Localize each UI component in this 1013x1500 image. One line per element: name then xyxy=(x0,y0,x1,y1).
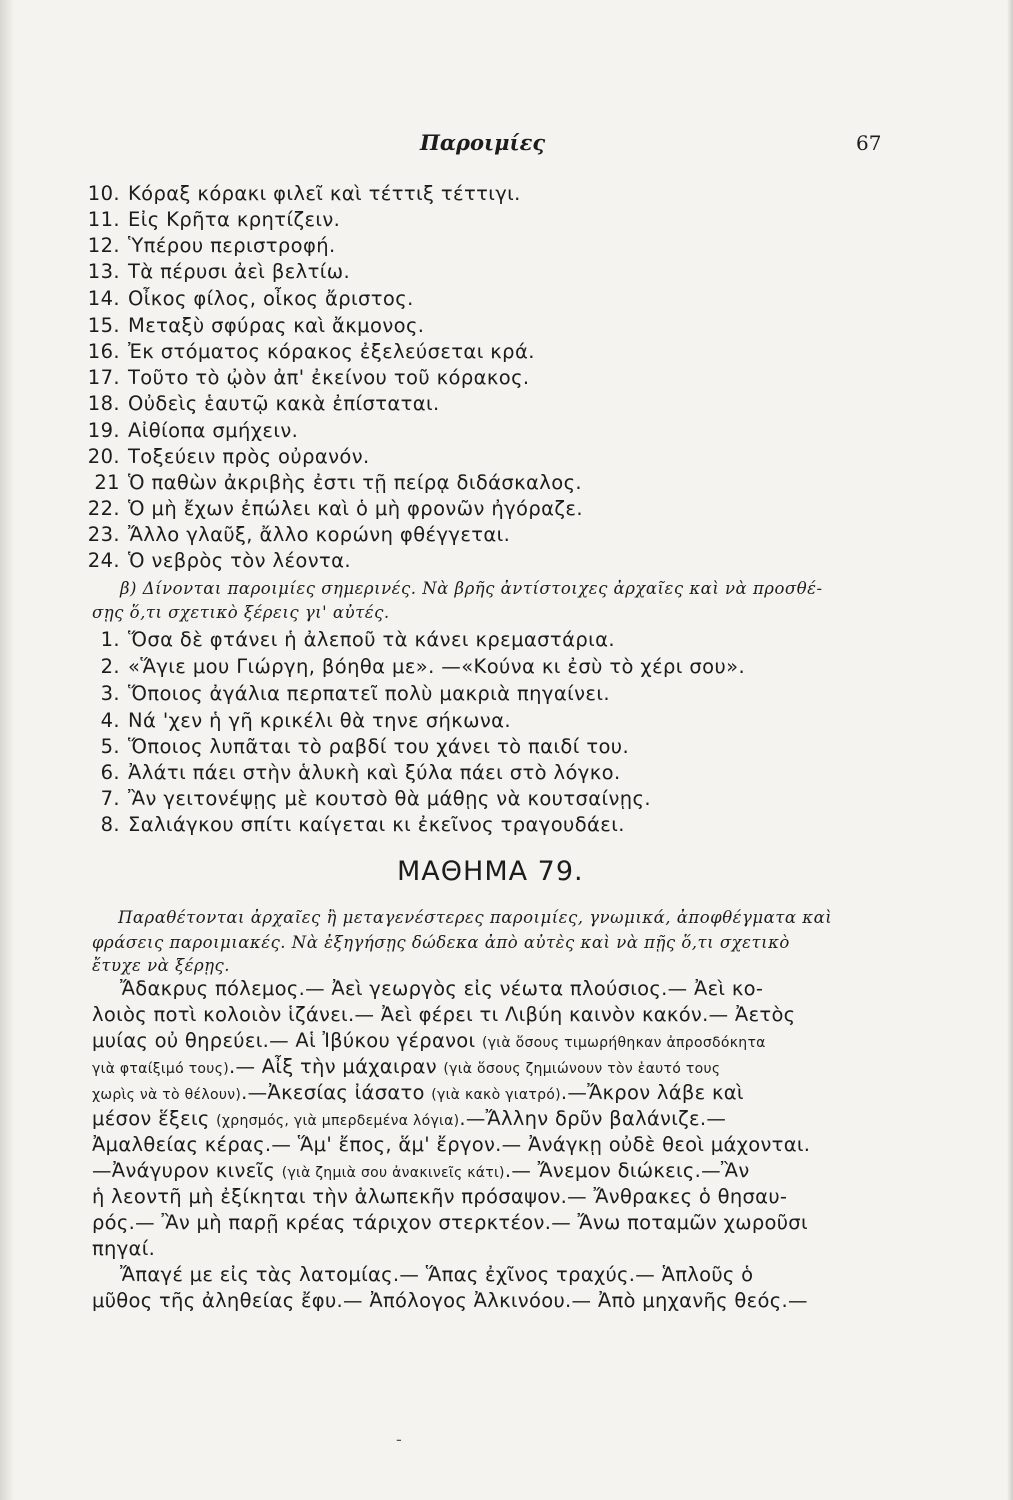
list-item: 15. Μεταξὺ σφύρας καὶ ἄκμονος. xyxy=(87,314,425,337)
paragraph-line: Ἄδακρυς πόλεμος.— Ἀεὶ γεωργὸς εἰς νέωτα πλούσιος.— Ἀεὶ κο- xyxy=(120,977,764,1000)
section-b-instruction: β) Δίνονται παροιμίες σημερινές. Νὰ βρῆς ἀντίστοιχες ἀρχαῖες καὶ νὰ προσθέ- xyxy=(120,579,823,598)
list-item: 17. Τοῦτο τὸ ᾠὸν ἀπ' ἐκείνου τοῦ κόρακος. xyxy=(87,366,530,389)
paragraph-line: μυίας οὐ θηρεύει.— Αἱ Ἰβύκου γέρανοι (γιὰ ὅσους τιμωρήθηκαν ἀπροσδόκητα xyxy=(92,1029,766,1052)
list-item: 1. Ὅσα δὲ φτάνει ἡ ἀλεποῦ τὰ κάνει κρεμαστάρια. xyxy=(100,628,615,651)
list-item: 14. Οἶκος φίλος, οἶκος ἄριστος. xyxy=(87,287,414,310)
lesson-instruction-end: ἔτυχε νὰ ξέρῃς. xyxy=(92,956,231,975)
list-item: 20. Τοξεύειν πρὸς οὐρανόν. xyxy=(87,445,370,468)
list-item: 8. Σαλιάγκου σπίτι καίγεται κι ἐκεῖνος τραγουδάει. xyxy=(100,813,625,836)
list-item: 22. Ὁ μὴ ἔχων ἐπώλει καὶ ὁ μὴ φρονῶν ἠγόραζε. xyxy=(87,497,583,520)
paragraph-line: χωρὶς νὰ τὸ θέλουν).—Ἀκεσίας ἰάσατο (γιὰ κακὸ γιατρό).—Ἄκρον λάβε καὶ xyxy=(92,1081,744,1104)
list-item: 6. Ἀλάτι πάει στὴν ἁλυκὴ καὶ ξύλα πάει στὸ λόγκο. xyxy=(100,761,621,784)
list-item: 5. Ὅποιος λυπᾶται τὸ ραβδί του χάνει τὸ παιδί του. xyxy=(100,735,630,758)
list-item: 11. Εἰς Κρῆτα κρητίζειν. xyxy=(87,208,341,231)
list-item: 21 Ὁ παθὼν ἀκριβὴς ἐστι τῇ πείρᾳ διδάσκαλος. xyxy=(94,471,583,494)
binding-shadow xyxy=(0,0,14,1500)
list-item: 19. Αἰθίοπα σμήχειν. xyxy=(87,419,299,442)
list-item: 10. Κόραξ κόρακι φιλεῖ καὶ τέττιξ τέττιγι. xyxy=(87,182,521,205)
list-item: 24. Ὁ νεβρὸς τὸν λέοντα. xyxy=(87,549,352,572)
lesson-heading: ΜΑΘΗΜΑ 79. xyxy=(397,856,584,887)
list-item: 16. Ἐκ στόματος κόρακος ἐξελεύσεται κρά. xyxy=(87,340,535,363)
list-item: 4. Νά 'χεν ἡ γῆ κρικέλι θὰ τηνε σήκωνα. xyxy=(100,709,511,732)
lesson-instruction-cont: φράσεις παροιμιακές. Νὰ ἐξηγήσῃς δώδεκα ἀπὸ αὐτὲς καὶ νὰ πῇς ὅ,τι σχετικὸ xyxy=(92,933,790,952)
list-item: 23. Ἄλλο γλαῦξ, ἄλλο κορώνη φθέγγεται. xyxy=(87,523,511,546)
paragraph-line: πηγαί. xyxy=(92,1237,156,1260)
paragraph-line: —Ἀνάγυρον κινεῖς (γιὰ ζημιὰ σου ἀνακινεῖς κάτι).— Ἄνεμον διώκεις.—Ἂν xyxy=(92,1159,750,1182)
paragraph-line: γιὰ φταίξιμό τους).— Αἶξ τὴν μάχαιραν (γιὰ ὅσους ζημιώνουν τὸν ἑαυτό τους xyxy=(92,1055,721,1078)
section-b-instruction-cont: σῃς ὅ,τι σχετικὸ ξέρεις γι' αὐτές. xyxy=(92,603,390,622)
lesson-instruction: Παραθέτονται ἀρχαῖες ἢ μεταγενέστερες παροιμίες, γνωμικά, ἀποφθέγματα καὶ xyxy=(118,908,833,927)
paragraph-line: ἡ λεοντῆ μὴ ἐξίκηται τὴν ἀλωπεκῆν πρόσαψον.— Ἄνθρακες ὁ θησαυ- xyxy=(92,1185,788,1208)
paragraph-line: Ἄπαγέ με εἰς τὰς λατομίας.— Ἅπας ἐχῖνος τραχύς.— Ἁπλοῦς ὁ xyxy=(120,1263,754,1286)
list-item: 13. Τὰ πέρυσι ἀεὶ βελτίω. xyxy=(87,260,351,283)
footer-mark: - xyxy=(396,1430,402,1449)
page-number: 67 xyxy=(856,131,882,155)
paragraph-line: λοιὸς ποτὶ κολοιὸν ἱζάνει.— Ἀεὶ φέρει τι Λιβύη καινὸν κακόν.— Ἀετὸς xyxy=(92,1003,796,1026)
paragraph-line: μῦθος τῆς ἀληθείας ἔφυ.— Ἀπόλογος Ἀλκινόου.— Ἀπὸ μηχανῆς θεός.— xyxy=(92,1289,808,1312)
paragraph-line: μέσον ἕξεις (χρησμός, γιὰ μπερδεμένα λόγια).—Ἄλλην δρῦν βαλάνιζε.— xyxy=(92,1107,727,1130)
paragraph-line: Ἀμαλθείας κέρας.— Ἅμ' ἔπος, ἅμ' ἔργον.— Ἀνάγκῃ οὐδὲ θεοὶ μάχονται. xyxy=(92,1133,811,1156)
paragraph-line: ρός.— Ἂν μὴ παρῇ κρέας τάριχον στερκτέον.— Ἄνω ποταμῶν χωροῦσι xyxy=(92,1211,808,1234)
list-item: 18. Οὐδεὶς ἑαυτῷ κακὰ ἐπίσταται. xyxy=(87,392,440,415)
list-item: 12. Ὑπέρου περιστροφή. xyxy=(87,234,336,257)
list-item: 3. Ὅποιος ἀγάλια περπατεῖ πολὺ μακριὰ πηγαίνει. xyxy=(100,682,610,705)
list-item: 2. «Ἅγιε μου Γιώργη, βόηθα με». —«Κούνα κι ἐσὺ τὸ χέρι σου». xyxy=(100,655,746,678)
list-item: 7. Ἂν γειτονέψῃς μὲ κουτσὸ θὰ μάθῃς νὰ κουτσαίνῃς. xyxy=(100,787,652,810)
running-header-title: Παροιμίες xyxy=(420,130,546,155)
page-edge xyxy=(1007,0,1013,1500)
